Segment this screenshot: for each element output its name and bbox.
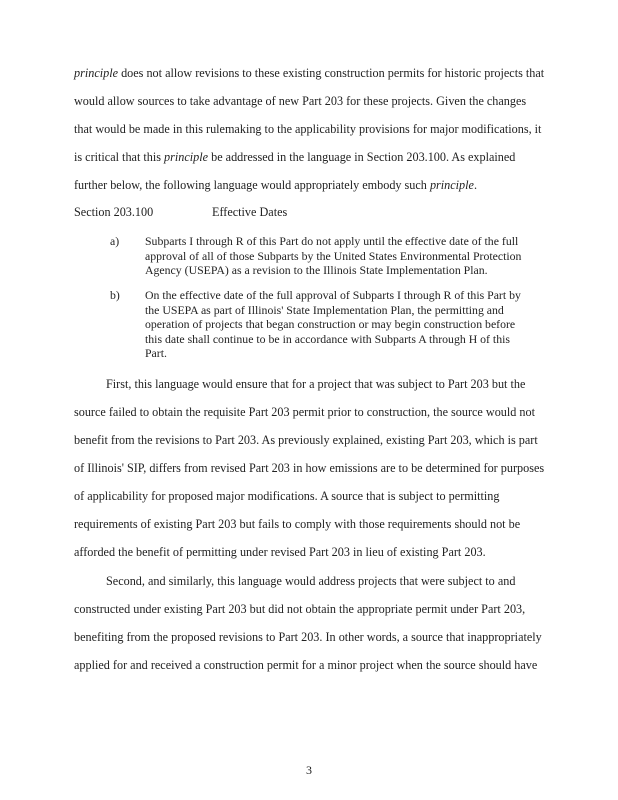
subsection-text: Subparts I through R of this Part do not apply until the effective date of the full approval of all of those Subparts by the United States Environmental Protection Agency (USEPA) as a revision to the Illinois State Implementation Plan. xyxy=(145,234,522,278)
subsection-mark: b) xyxy=(110,288,120,302)
para1-line-4: of Illinois' SIP, differs from revised Part 203 in how emissions are to be determined for purposes xyxy=(74,461,545,475)
para1-line-3: benefit from the revisions to Part 203. As previously explained, existing Part 203, which is part xyxy=(74,433,538,447)
intro-line-5: further below, the following language would appropriately embody such principle. xyxy=(74,178,477,192)
intro-line-1: principle does not allow revisions to these existing construction permits for historic projects that xyxy=(74,66,545,80)
principle-emphasis: principle xyxy=(429,178,474,192)
para2-line-1: Second, and similarly, this language would address projects that were subject to and xyxy=(106,574,516,588)
subsection-mark: a) xyxy=(110,234,120,248)
para1-line-2: source failed to obtain the requisite Part 203 permit prior to construction, the source would not xyxy=(74,405,535,419)
principle-emphasis: principle xyxy=(74,66,119,80)
intro-line-2: would allow sources to take advantage of new Part 203 for these projects. Given the changes xyxy=(74,94,527,108)
section-heading xyxy=(74,205,288,220)
para1-line-1: First, this language would ensure that for a project that was subject to Part 203 but the xyxy=(106,377,526,391)
intro-line-3: that would be made in this rulemaking to the applicability provisions for major modifications, it xyxy=(74,122,542,136)
para2-line-4: applied for and received a construction permit for a minor project when the source should have xyxy=(74,658,538,672)
para1-line-6: requirements of existing Part 203 but fails to comply with those requirements should not be xyxy=(74,517,521,531)
para2-line-2: constructed under existing Part 203 but did not obtain the appropriate permit under Part 203, xyxy=(74,602,526,616)
section-number: Section 203.100 xyxy=(74,205,154,219)
intro-line-4: is critical that this principle be addressed in the language in Section 203.100. As explained xyxy=(74,150,516,164)
para1-line-7: afforded the benefit of permitting under revised Part 203 in lieu of existing Part 203. xyxy=(74,545,486,559)
page-number: 3 xyxy=(306,763,312,777)
para2-line-3: benefiting from the proposed revisions to Part 203. In other words, a source that inappropriately xyxy=(74,630,542,644)
para1-line-5: of applicability for proposed major modifications. A source that is subject to permitting xyxy=(74,489,500,503)
section-title: Effective Dates xyxy=(212,205,288,219)
principle-emphasis: principle xyxy=(164,150,209,164)
subsection-text: On the effective date of the full approval of Subparts I through R of this Part by the USEPA as part of Illinois' State Implementation Plan, the permitting and operation of projects that began construction or may begin construction before this date shall continue to be in accordance with Subparts A through H of this Part. xyxy=(145,288,521,361)
